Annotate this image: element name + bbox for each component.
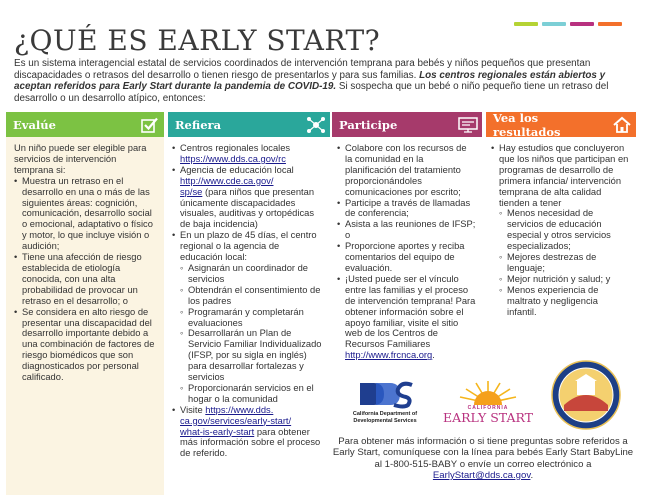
column-resultados-body [486,137,636,324]
sublist-item: ◦ Mejores destrezas de lenguaje; [499,252,630,274]
column-refiera [168,112,330,465]
column-evalue [6,112,164,495]
intro-part2: Si sospecha que un bebé o niño pequeño tiene un retraso del desarrollo o un desarrollo atípico, entonces: [14,81,609,104]
refiera-item1-text: Centros regionales locales [180,143,291,153]
list-item [337,274,476,361]
cde-link-part2[interactable]: sp/se [180,186,203,197]
list-item [172,405,324,460]
list-item [172,143,324,165]
dds-logo-mark [354,379,416,409]
column-refiera-heading: Refiera [175,117,222,132]
footer-end: . [530,469,534,481]
participe-last-end: . [432,350,435,361]
column-resultados [486,112,636,324]
refiera-sublist [180,263,324,405]
accent-bar-green [514,22,538,26]
refiera-item4-pre: Visite [180,404,203,415]
dds-logo [340,379,430,431]
footer-text: Para obtener más información o si tiene preguntas sobre referidos a Early Start, comuníquese con la línea para bebés Early Start BabyLine al 1-800-515-BABY o envíe un correo electrónico a [332,436,634,470]
column-participe-heading: Participe [339,117,398,132]
accent-bars [514,22,622,26]
sublist-item: ◦ Desarrollarán un Plan de Servicio Familiar Individualizado (IFSP, por su sigla en inglés) para desarrollar fortalezas y servicios [180,328,324,383]
column-evalue-body [6,137,164,495]
early-start-logo [442,377,534,433]
list-item: • Proporcione aportes y reciba comentarios del equipo de evaluación. [337,241,476,274]
column-resultados-header [486,112,636,137]
network-icon [302,112,330,137]
sublist-item: ◦ Obtendrán el consentimiento de los padres [180,285,324,307]
column-resultados-list [491,143,630,318]
list-item: • Asista a las reuniones de IFSP; o [337,219,476,241]
participe-last-text: ¡Usted puede ser el vínculo entre las familias y el proceso de intervención temprana! Para obtener información sobre el apoyo familiar, visite el sitio web de los Centros de Recursos Familiares [345,273,476,350]
frcnca-link[interactable]: http://www.frcnca.org [345,350,433,361]
list-item [172,165,324,230]
sublist-item: ◦ Menos experiencia de maltrato y negligencia infantil. [499,285,630,318]
list-item [172,230,324,405]
column-resultados-heading: Vea los resultados [493,110,561,139]
column-participe [332,112,482,367]
column-evalue-heading: Evalúe [13,117,56,132]
list-item: • Participe a través de llamadas de conferencia; [337,198,476,220]
early-start-sun-icon [450,377,526,405]
intro-paragraph [14,58,636,104]
cde-seal-icon [550,359,622,431]
column-refiera-body [168,137,330,465]
accent-bar-magenta [570,22,594,26]
sublist-item: ◦ Menos necesidad de servicios de educación especial y otros servicios especializados; [499,208,630,252]
email-link[interactable]: EarlyStart@dds.ca.gov [432,469,531,481]
list-item: • Se considera en alto riesgo de presentar una discapacidad del desarrollo importante debido a una combinación de factores de riesgo biomédicos que son diagnosticados por personal calificado. [14,307,158,383]
resultados-sublist [499,208,630,317]
footer-contact [330,436,636,481]
page-title: ¿QUÉ ES EARLY START? [14,24,381,57]
column-participe-body [332,137,482,367]
checkmark-icon [136,112,164,137]
list-item: • Muestra un retraso en el desarrollo en una o más de las siguientes áreas: cognición, comunicación, desarrollo social o emocional, adaptativo o físico y motor, lo que incluye visión o audición; [14,176,158,252]
resultados-lead: Hay estudios que concluyeron que los niños que participan en programas de desarrollo de primera infancia/ intervención temprana de alta calidad tienden a tener [499,143,629,208]
dds-link-part3[interactable]: what-is-early-start [180,426,255,437]
sublist-item: ◦ Asignarán un coordinador de servicios [180,263,324,285]
column-refiera-header [168,112,330,137]
accent-bar-teal [542,22,566,26]
sublist-item: ◦ Programarán y completarán evaluaciones [180,307,324,329]
list-item: • Tiene una afección de riesgo establecida de etiología conocida, con una alta probabilidad de provocar un retraso en el desarrollo; o [14,252,158,307]
house-icon [608,112,636,137]
column-participe-list [337,143,476,361]
intro-bold: Los centros regionales están abiertos y aceptan referidos para Early Start durante la pandemia de COVID-19. [14,69,606,93]
dds-logo-line1: California Department of [352,411,418,417]
column-participe-header [332,112,482,137]
dds-link-part1[interactable]: https://www.dds. [205,404,274,415]
refiera-item2-rest: (para niños que presentan únicamente discapacidades visuales, auditivas y ortopédicas de baja incidencia) [180,186,315,230]
accent-bar-orange [598,22,622,26]
presentation-icon [454,112,482,137]
sublist-item: ◦ Proporcionarán servicios en el hogar o la comunidad [180,383,324,405]
dds-logo-line2: Developmental Services [353,418,417,424]
list-item: • Colabore con los recursos de la comunidad en la planificación del tratamiento proporcionándoles comunicaciones por escrito; [337,143,476,198]
dds-link-part2[interactable]: ca.gov/services/early-start/ [180,415,292,426]
list-item [491,143,630,318]
regional-centers-link[interactable]: https://www.dds.ca.gov/rc [180,153,286,164]
refiera-item2-text: Agencia de educación local [180,164,294,175]
logos-row [340,375,628,435]
column-evalue-header [6,112,164,137]
early-start-main-text: EARLY START [442,410,534,425]
sublist-item: ◦ Mejor nutrición y salud; y [499,274,630,285]
cde-link-part1[interactable]: http://www.cde.ca.gov/ [180,175,274,186]
refiera-item4-rest: para obtener más información sobre el proceso de referido. [180,426,321,459]
intro-part1: Es un sistema interagencial estatal de servicios coordinados de intervención temprana para bebés y niños pequeños que presentan discapacidades o retrasos del desarrollo o tienen riesgo de presentarlos y para sus familias. [14,58,591,81]
refiera-item3-text: En un plazo de 45 días, el centro regional o la agencia de educación local: [180,230,317,263]
column-refiera-list [172,143,324,459]
column-evalue-list [14,176,158,383]
column-evalue-lead: Un niño puede ser elegible para servicios de intervención temprana si: [14,143,147,175]
cde-seal [550,359,622,431]
early-start-top-text: CALIFORNIA [467,405,509,411]
